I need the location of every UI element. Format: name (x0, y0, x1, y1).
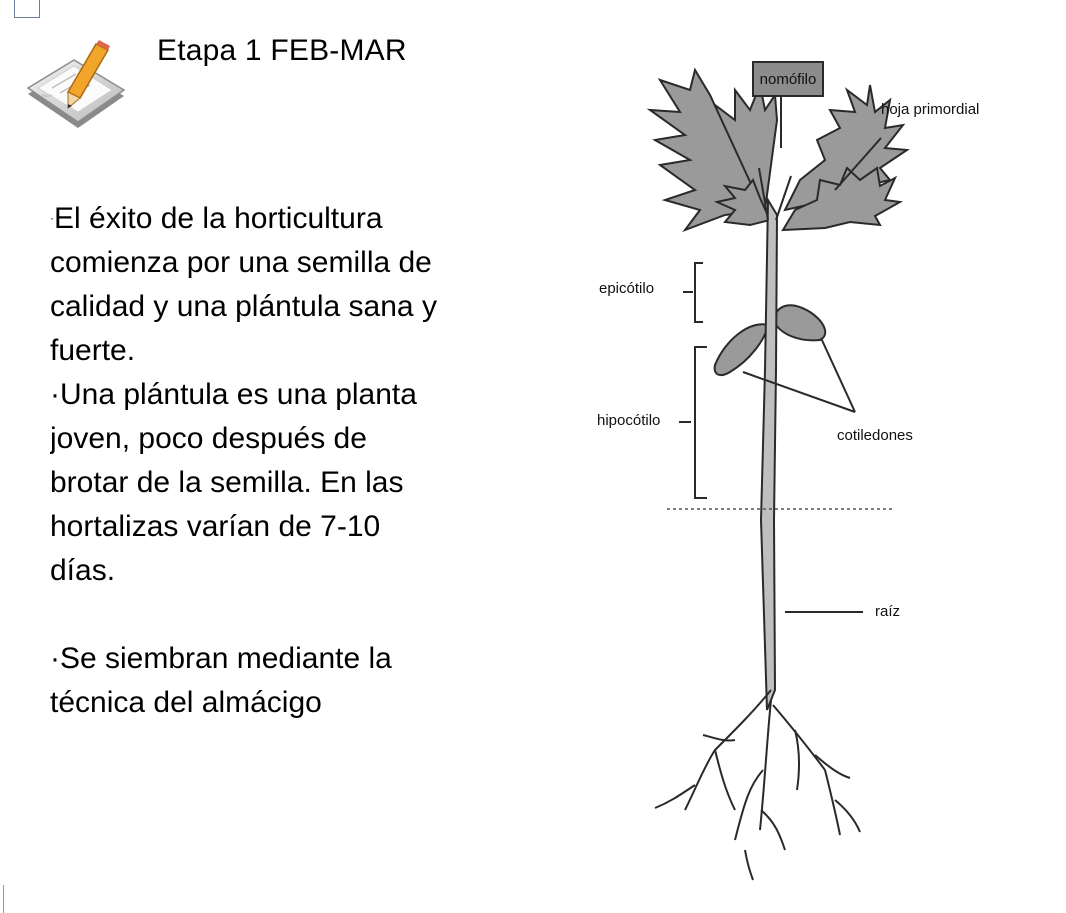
paragraph-3-line: técnica del almácigo (50, 686, 322, 719)
paragraph-2-line: ·Una plántula es una planta (50, 378, 417, 411)
body-text (50, 196, 522, 725)
roots (655, 690, 860, 880)
notepad-pencil-icon (24, 38, 128, 134)
paragraph-1-line: ·El éxito de la horticultura (50, 202, 383, 235)
seedling-diagram (585, 50, 1025, 910)
paragraph-2-line: brotar de la semilla. En las (50, 466, 404, 499)
raiz-label: raíz (875, 603, 901, 620)
slide-corner-box (14, 0, 40, 18)
hoja-primordial-label: hoja primordial (881, 101, 980, 118)
left-edge-mark (3, 885, 4, 913)
paragraph-2-line: joven, poco después de (50, 422, 367, 455)
paragraph-3-line: ·Se siembran mediante la (50, 642, 392, 675)
hipocotilo-label: hipocótilo (597, 412, 661, 429)
bullet-dot: · (50, 211, 54, 225)
paragraph-1-line: fuerte. (50, 334, 136, 367)
epicotilo-label: epicótilo (599, 280, 655, 297)
paragraph-1-line: comienza por una semilla de (50, 246, 432, 279)
cotiledones-label: cotiledones (837, 427, 913, 444)
paragraph-1-line: calidad y una plántula sana y (50, 290, 437, 323)
nomofilo-label: nomófilo (759, 71, 817, 88)
paragraph-2-line: hortalizas varían de 7-10 (50, 510, 381, 543)
slide-title: Etapa 1 FEB-MAR (157, 34, 407, 67)
paragraph-2-line: días. (50, 554, 116, 587)
stem (761, 200, 777, 710)
